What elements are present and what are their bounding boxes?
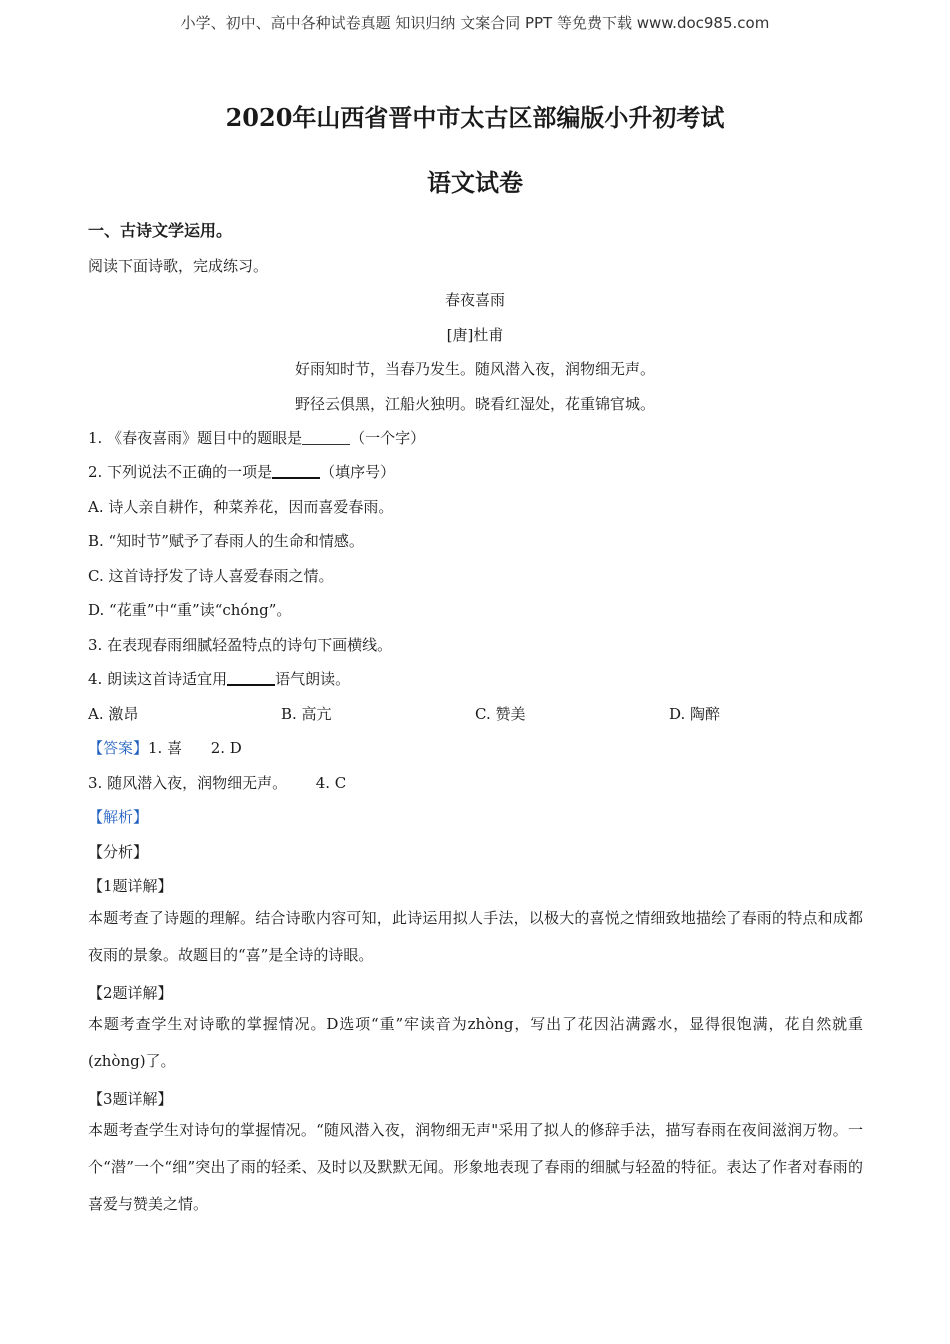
question-text-tail: 语气朗读。 [275,670,351,688]
question-text: 2. 下列说法不正确的一项是 [88,463,273,481]
exam-title: 2020年山西省晋中市太古区部编版小升初考试 [225,103,725,132]
question-3: 3. 在表现春雨细腻轻盈特点的诗句下画横线。 [88,636,393,654]
instruction: 阅读下面诗歌，完成练习。 [88,257,269,275]
q4-option-b: B. 高亢 [281,705,332,723]
detail-1-label: 【1题详解】 [88,877,173,895]
answer-text: 1. 喜 2. D [148,739,242,757]
section-heading: 一、古诗文学运用。 [88,221,233,240]
poem-line: 野径云俱黑，江船火独明。晓看红湿处，花重锦官城。 [294,395,655,413]
page-header: 小学、初中、高中各种试卷真题 知识归纳 文案合同 PPT 等免费下载 www.doc985.com [180,14,770,32]
question-text: 1. 《春夜喜雨》题目中的题眼是 [88,429,303,447]
question-hint: （一个字） [350,429,426,447]
detail-3-label: 【3题详解】 [88,1090,173,1108]
q4-option-d: D. 陶醉 [669,705,721,723]
question-1 [88,427,425,448]
answer-line-1 [88,737,242,758]
option-a: A. 诗人亲自耕作，种菜养花，因而喜爱春雨。 [88,498,394,516]
q4-option-c: C. 赞美 [475,705,526,723]
option-c: C. 这首诗抒发了诗人喜爱春雨之情。 [88,567,334,585]
poem-line: 好雨知时节，当春乃发生。随风潜入夜，润物细无声。 [294,360,655,378]
poem-title: 春夜喜雨 [444,291,505,309]
answer-label: 【答案】 [88,739,149,757]
answer-line-2: 3. 随风潜入夜，润物细无声。 4. C [88,774,347,792]
answer-blank[interactable] [272,463,320,479]
question-hint: （填序号） [320,463,396,481]
option-b: B. “知时节”赋予了春雨人的生命和情感。 [88,532,364,550]
detail-3-text: 本题考查学生对诗句的掌握情况。“随风潜入夜，润物细无声"采用了拟人的修辞手法，描写春雨在夜间滋润万物。一个“潜”一个“细”突出了雨的轻柔、及时以及默默无闻。形象地表现了春雨的细腻与轻盈的特征。表达了作者对春雨的喜爱与赞美之情。 [88,1121,863,1213]
fenxi-label: 【分析】 [88,843,149,861]
answer-blank[interactable] [302,430,350,445]
question-text: 4. 朗读这首诗适宜用 [88,670,228,688]
poem-author: [唐]杜甫 [446,326,504,344]
q4-option-a: A. 激昂 [88,705,139,723]
answer-blank[interactable] [227,670,275,686]
exam-subtitle: 语文试卷 [427,168,523,197]
detail-1-text: 本题考查了诗题的理解。结合诗歌内容可知，此诗运用拟人手法，以极大的喜悦之情细致地描绘了春雨的特点和成都夜雨的景象。故题目的“喜”是全诗的诗眼。 [88,909,863,964]
analysis-label: 【解析】 [88,808,149,826]
detail-2-label: 【2题详解】 [88,984,173,1002]
question-2 [88,461,395,482]
question-4 [88,668,350,689]
option-d: D. “花重”中“重”读“chóng”。 [88,601,292,619]
detail-2-text: 本题考查学生对诗歌的掌握情况。D选项“重”牢读音为zhòng，写出了花因沾满露水，显得很饱满，花自然就重(zhòng)了。 [88,1015,863,1070]
